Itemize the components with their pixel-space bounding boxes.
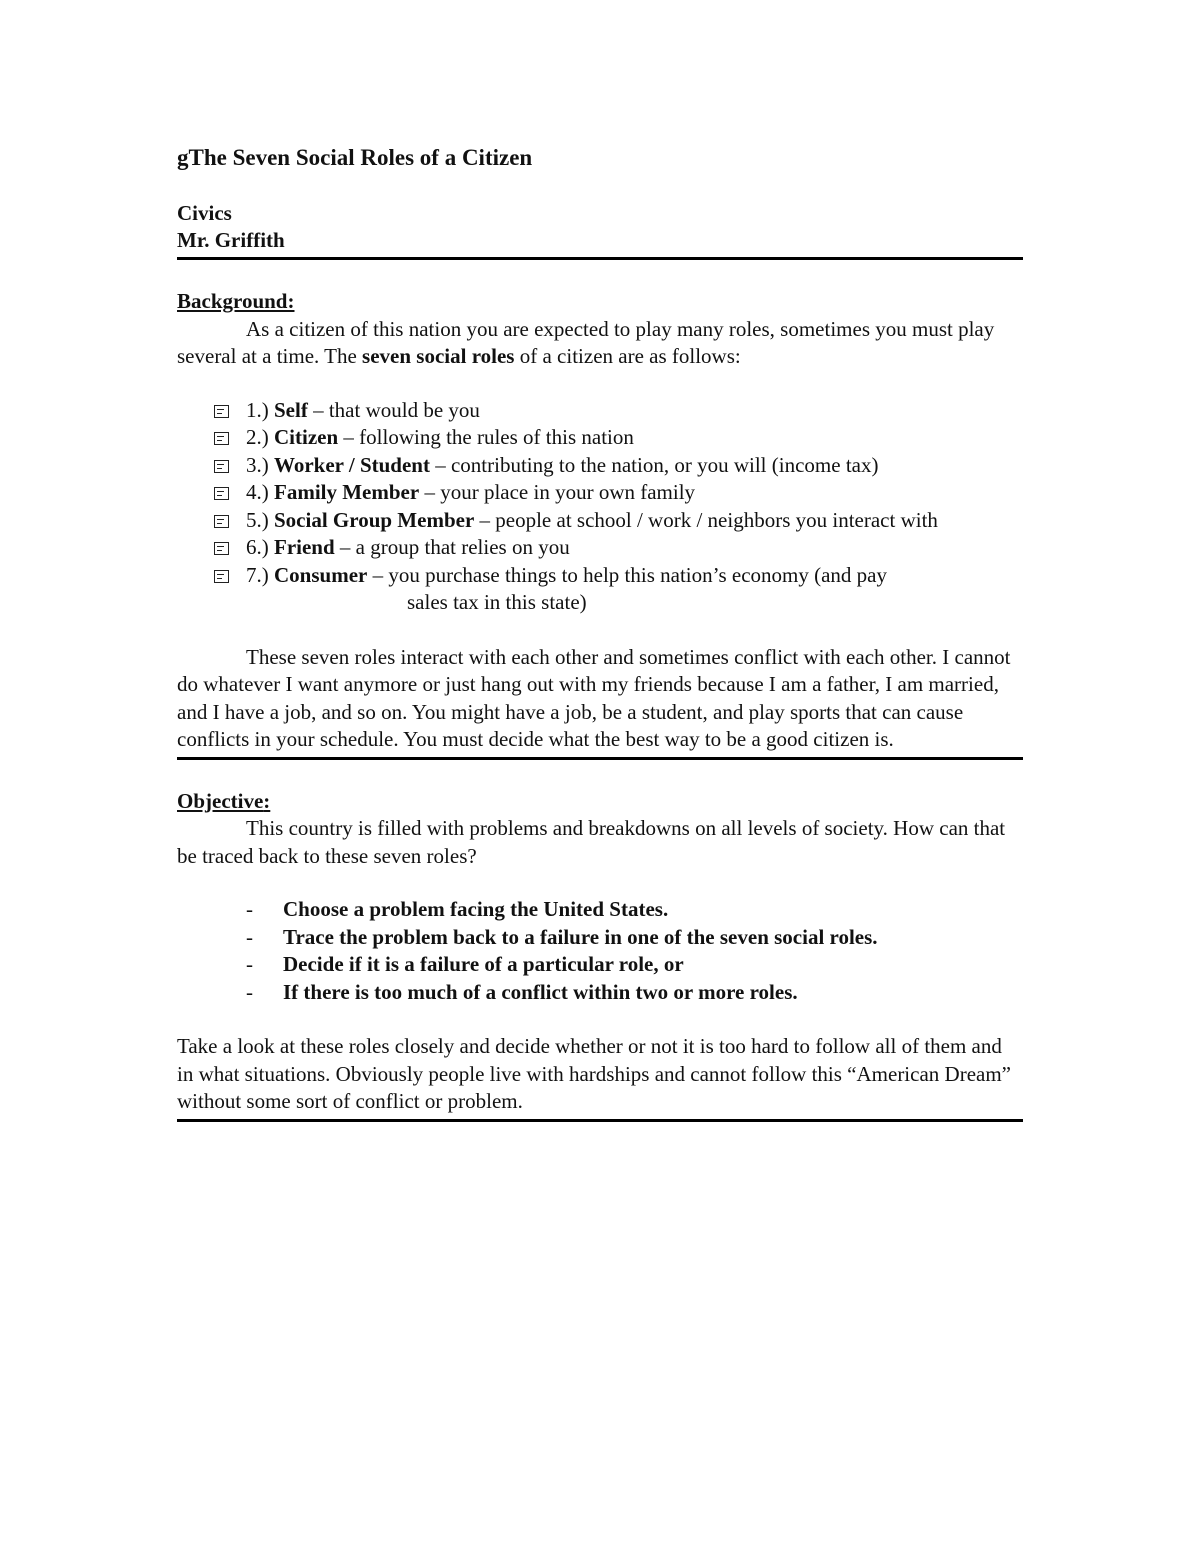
role-description: – a group that relies on you: [334, 535, 570, 559]
roles-list: [177, 397, 1023, 617]
document-title: gThe Seven Social Roles of a Citizen: [177, 145, 533, 170]
role-number: 5.): [246, 507, 274, 532]
list-item: [177, 924, 1023, 952]
role-name: Citizen: [274, 425, 339, 449]
background-heading: [177, 288, 1023, 316]
background-intro-bold: seven social roles: [362, 344, 515, 368]
document-lines-icon: [214, 487, 229, 500]
role-name: Worker / Student: [274, 452, 430, 477]
list-item: [177, 479, 1023, 507]
role-number: 3.): [246, 452, 274, 477]
spacer: [177, 1006, 1023, 1033]
role-description: – that would be you: [307, 397, 480, 422]
role-name: Self: [274, 397, 308, 422]
document-lines-icon: [214, 405, 229, 418]
role-number: 7.): [246, 562, 274, 587]
document-lines-icon: [214, 570, 229, 583]
role-description: – your place in your own family: [419, 480, 696, 504]
background-heading-colon: :: [287, 289, 295, 313]
objective-closing: Take a look at these roles closely and decide whether or not it is too hard to follow all of them and in what situations. Obviously people live with hardships and cannot follow this “American Dream” without some sort of conflict or problem.: [177, 1034, 1011, 1113]
background-intro: [177, 316, 1023, 371]
list-item: [177, 562, 1023, 617]
role-description: – you purchase things to help this nation’s economy (and pay: [367, 562, 888, 587]
background-divider: [177, 757, 1023, 760]
objective-divider: [177, 1119, 1023, 1122]
dash-marker: -: [246, 979, 253, 1004]
document-lines-icon: [214, 515, 229, 528]
list-item: [177, 397, 1023, 425]
document-page: [177, 140, 1023, 1122]
list-item: [177, 507, 1023, 535]
task-text: If there is too much of a conflict within two or more roles.: [283, 979, 798, 1004]
dash-marker: -: [246, 952, 253, 976]
objective-heading-text: Objective: [177, 788, 264, 813]
role-number: 2.): [246, 425, 274, 449]
list-item: [177, 452, 1023, 480]
role-description: – following the rules of this nation: [338, 425, 634, 449]
dash-marker: -: [246, 924, 253, 949]
role-description: – contributing to the nation, or you will (income tax): [429, 452, 879, 477]
role-description-continued: sales tax in this state): [407, 590, 587, 614]
document-lines-icon: [214, 460, 229, 473]
role-name: Social Group Member: [274, 507, 475, 532]
list-item: [177, 424, 1023, 452]
list-item: [177, 896, 1023, 924]
role-number: 1.): [246, 397, 274, 422]
background-heading-text: Background: [177, 289, 288, 313]
role-name: Family Member: [274, 480, 420, 504]
objective-heading: [177, 788, 1023, 816]
background-intro-part1: As a citizen of this nation you are expected to play many roles, sometimes you must play several at a time. The: [177, 316, 995, 368]
document-lines-icon: [214, 432, 229, 445]
tasks-list: [177, 896, 1023, 1006]
teacher-name: Mr. Griffith: [177, 228, 285, 252]
list-item: [177, 534, 1023, 562]
role-number: 4.): [246, 480, 274, 504]
objective-heading-colon: :: [263, 788, 271, 813]
spacer: [177, 617, 1023, 644]
task-text: Choose a problem facing the United States.: [283, 897, 669, 921]
background-closing: These seven roles interact with each other and sometimes conflict with each other. I cannot do whatever I want anymore or just hang out with my friends because I am a father, I am married, and I have a job, and so on. You might have a job, be a student, and play sports that can cause conflicts in your schedule. You must decide what the best way to be a good citizen is.: [177, 644, 1011, 751]
role-name: Consumer: [274, 562, 368, 587]
list-item: [177, 979, 1023, 1007]
list-item: [177, 951, 1023, 979]
task-text: Decide if it is a failure of a particular role, or: [283, 952, 684, 976]
role-description: – people at school / work / neighbors you interact with: [474, 507, 938, 532]
objective-intro: This country is filled with problems and breakdowns on all levels of society. How can that be traced back to these seven roles?: [177, 816, 1006, 868]
header-divider: [177, 257, 1023, 260]
background-intro-part2: of a citizen are as follows:: [514, 344, 741, 368]
role-name: Friend: [274, 535, 335, 559]
document-lines-icon: [214, 542, 229, 555]
task-text: Trace the problem back to a failure in one of the seven social roles.: [283, 924, 878, 949]
role-number: 6.): [246, 535, 274, 559]
course-name: Civics: [177, 201, 232, 225]
dash-marker: -: [246, 897, 253, 921]
